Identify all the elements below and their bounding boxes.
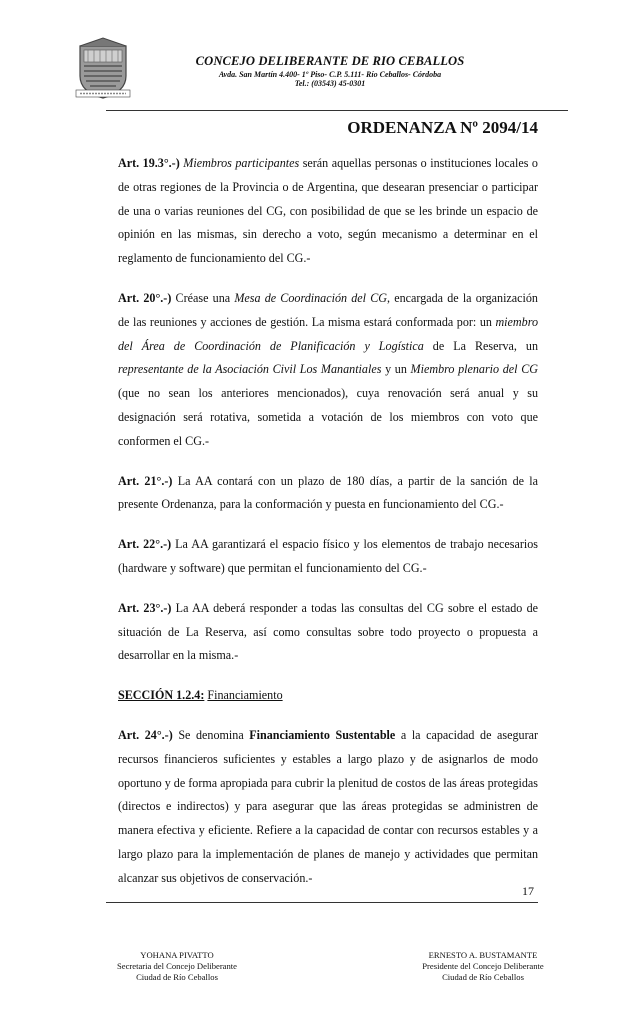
signatory-name: YOHANA PIVATTO: [140, 950, 214, 960]
organization-name: CONCEJO DELIBERANTE DE RIO CEBALLOS: [195, 54, 465, 68]
article-text: de La Reserva, un: [423, 338, 538, 353]
article-22: [118, 533, 538, 581]
article-23: [118, 597, 538, 668]
organization-address: Avda. San Martín 4.400- 1º Piso- C.P. 5.111- Río Ceballos- Córdoba: [218, 70, 442, 79]
header-divider: [106, 110, 568, 111]
article-20: [118, 287, 538, 454]
document-body: [118, 152, 538, 907]
article-text: serán aquellas personas o instituciones locales o de otras regiones de la Provincia o de Argentina, que desearan presenciar o participar de una o varias reuniones del CG, con posibilidad de que se les brinde un espacio de opinión en las mismas, sin derecho a voto, según mecanismo a determinar en el reglamento de funcionamiento del CG.-: [118, 156, 538, 266]
article-19-3: [118, 152, 538, 271]
article-term: Financiamiento Sustentable: [249, 727, 396, 742]
article-term: representante de la Asociación Civil Los Manantiales: [118, 362, 382, 377]
article-text: a la capacidad de asegurar recursos financieros suficientes y estables a largo plazo y de asignarlos de modo oportuno y de forma apropiada para cubrir la plenitud de costos de las áreas protegidas (directos e indirectos) y para asegurar que las áreas protegidas se administren de manera efectiva y eficiente. Refiere a la capacidad de contar con recursos estables y a largo plazo para la implementación de planes de manejo y actividades que permitan alcanzar sus objetivos de conservación.-: [118, 727, 538, 885]
article-text: Créase una: [171, 290, 235, 305]
article-text: La AA deberá responder a todas las consultas del CG sobre el estado de situación de La Reserva, así como consultas sobre todo proyecto o propuesta a desarrollar en la misma.-: [118, 600, 538, 663]
signatory-role: Secretaria del Concejo Deliberante: [116, 961, 237, 971]
section-name: Financiamiento: [207, 688, 283, 703]
article-label: Art. 21°.-): [118, 473, 173, 488]
article-text: (que no sean los anteriores mencionados), cuya renovación será anual y su designación será rotativa, sometida a votación de los miembros con voto que conformen el CG.-: [118, 386, 538, 448]
article-term: Mesa de Coordinación del CG: [234, 290, 388, 305]
signatory-role: Presidente del Concejo Deliberante: [422, 961, 544, 971]
article-label: Art. 24°.-): [118, 727, 173, 742]
organization-phone: Tel.: (03543) 45-0301: [294, 79, 366, 88]
letterhead: [150, 54, 510, 88]
article-term: Miembro plenario del CG: [410, 362, 538, 377]
article-text: , encargada de la organización de las reuniones y acciones de gestión. La misma estará conformada por: un: [118, 290, 538, 329]
article-text: La AA garantizará el espacio físico y los elementos de trabajo necesarios (hardware y software) que permitan el funcionamiento del CG.-: [118, 537, 538, 575]
page-number: 17: [522, 884, 534, 898]
article-label: Art. 20°.-): [118, 290, 172, 305]
article-label: Art. 22°.-): [118, 537, 172, 552]
article-text: Se denomina: [172, 727, 250, 742]
signature-block-president: [408, 950, 558, 983]
section-number: SECCIÓN 1.2.4:: [118, 688, 205, 703]
signature-block-secretary: [112, 950, 242, 983]
signatory-name: ERNESTO A. BUSTAMANTE: [428, 950, 538, 960]
article-label: Art. 23°.-): [118, 600, 172, 615]
municipal-seal-icon: [72, 36, 134, 102]
section-heading: [118, 684, 538, 708]
article-text: La AA contará con un plazo de 180 días, a partir de la sanción de la presente Ordenanza, para la conformación y puesta en funcionamiento del CG.-: [118, 473, 539, 512]
article-21: [118, 470, 538, 518]
article-label: Art. 19.3°.-): [118, 156, 180, 170]
article-text: y un: [381, 362, 411, 377]
ordinance-title: ORDENANZA Nº 2094/14: [347, 118, 538, 137]
article-term: Miembros participantes: [183, 156, 300, 170]
footer-divider: [106, 902, 538, 903]
article-term: miembro del Área de Coordinación de Planificación y Logística: [118, 314, 538, 353]
signatory-place: Ciudad de Río Ceballos: [442, 972, 524, 982]
signatory-place: Ciudad de Río Ceballos: [136, 972, 218, 982]
article-24: [118, 724, 538, 891]
